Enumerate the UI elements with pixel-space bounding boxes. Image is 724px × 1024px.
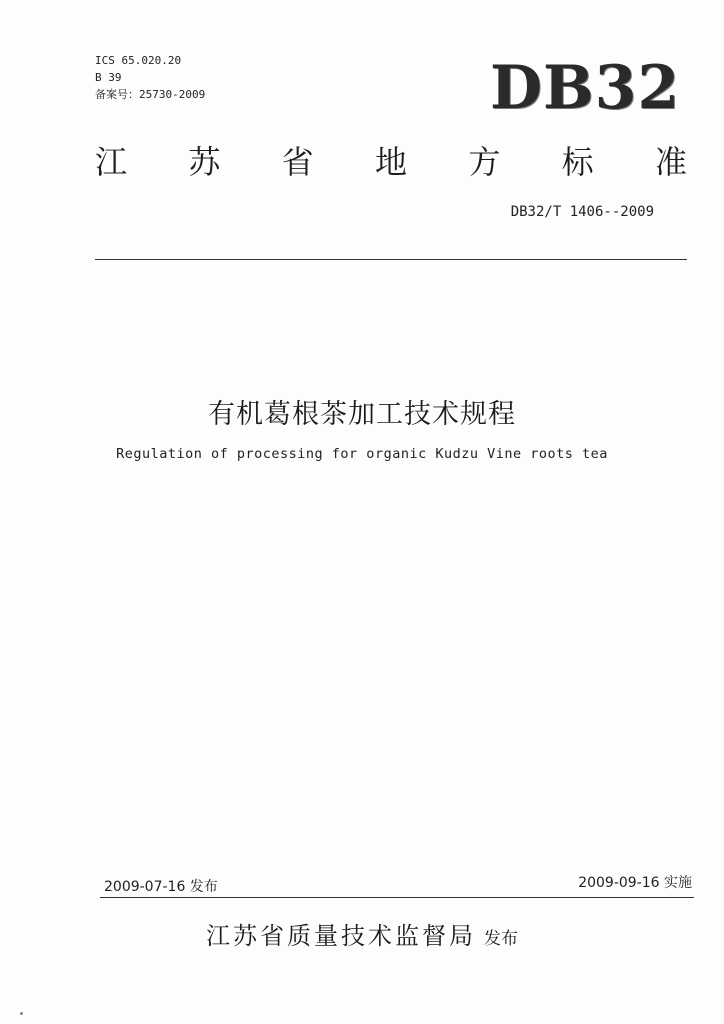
standard-type-title	[95, 140, 687, 184]
standard-type-char: 方	[468, 143, 501, 181]
scan-speck	[20, 1012, 23, 1015]
classification-block	[95, 52, 205, 103]
standard-type-char: 标	[561, 143, 594, 181]
publisher-line	[0, 916, 724, 951]
standard-code-logo: DB32	[490, 53, 681, 123]
ics-code: ICS 65.020.20	[95, 54, 182, 67]
category-code: B 39	[95, 71, 122, 84]
implementation-date: 2009-09-16 实施	[578, 875, 692, 891]
standard-type-char: 准	[654, 143, 687, 181]
footer-divider	[100, 897, 694, 898]
standard-type-char: 江	[95, 143, 128, 181]
publisher-name: 江苏省质量技术监督局	[206, 922, 476, 950]
document-title-english: Regulation of processing for organic Kudzu Vine roots tea	[116, 446, 608, 462]
publisher-suffix: 发布	[484, 929, 518, 949]
document-title-chinese: 有机葛根茶加工技术规程	[208, 399, 516, 430]
standard-number: DB32/T 1406--2009	[510, 204, 654, 220]
issue-date: 2009-07-16 发布	[104, 879, 218, 895]
filing-number: 备案号：25730-2009	[95, 88, 206, 101]
standard-type-char: 苏	[188, 143, 221, 181]
standard-type-char: 地	[374, 143, 407, 181]
header-divider	[95, 259, 687, 260]
standard-type-char: 省	[281, 143, 314, 181]
